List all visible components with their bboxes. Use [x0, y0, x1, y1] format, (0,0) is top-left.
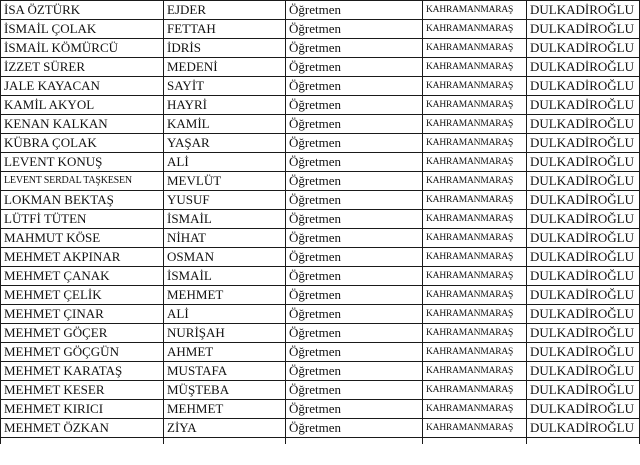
name-cell: İZZET SÜRER: [1, 58, 164, 77]
title-cell: Öğretmen: [286, 153, 423, 172]
province-cell: KAHRAMANMARAŞ: [423, 191, 527, 210]
province-cell: KAHRAMANMARAŞ: [423, 96, 527, 115]
title-cell: Öğretmen: [286, 58, 423, 77]
province-cell: KAHRAMANMARAŞ: [423, 267, 527, 286]
province-cell: KAHRAMANMARAŞ: [423, 381, 527, 400]
table-row: [1, 39, 640, 58]
father-name-cell: NURİŞAH: [164, 324, 286, 343]
father-name-cell: FETTAH: [164, 20, 286, 39]
title-cell: Öğretmen: [286, 267, 423, 286]
district-cell: DULKADİROĞLU: [527, 134, 640, 153]
empty-cell: [164, 438, 286, 445]
title-cell: Öğretmen: [286, 96, 423, 115]
father-name-cell: İSMAİL: [164, 210, 286, 229]
father-name-cell: ALİ: [164, 305, 286, 324]
title-cell: Öğretmen: [286, 77, 423, 96]
title-cell: Öğretmen: [286, 343, 423, 362]
district-cell: DULKADİROĞLU: [527, 210, 640, 229]
table-row: [1, 77, 640, 96]
province-cell: KAHRAMANMARAŞ: [423, 305, 527, 324]
father-name-cell: MEVLÜT: [164, 172, 286, 191]
table-row: [1, 229, 640, 248]
name-cell: MEHMET GÖÇER: [1, 324, 164, 343]
table-row: [1, 400, 640, 419]
father-name-cell: SAYİT: [164, 77, 286, 96]
name-cell: MEHMET KIRICI: [1, 400, 164, 419]
father-name-cell: HAYRİ: [164, 96, 286, 115]
name-cell: İSA ÖZTÜRK: [1, 1, 164, 20]
district-cell: DULKADİROĞLU: [527, 58, 640, 77]
table-row: [1, 96, 640, 115]
name-cell: MEHMET GÖÇGÜN: [1, 343, 164, 362]
father-name-cell: MEHMET: [164, 400, 286, 419]
father-name-cell: KAMİL: [164, 115, 286, 134]
name-cell: MEHMET ÇANAK: [1, 267, 164, 286]
table-row: [1, 210, 640, 229]
title-cell: Öğretmen: [286, 419, 423, 438]
province-cell: KAHRAMANMARAŞ: [423, 134, 527, 153]
empty-cell: [1, 438, 164, 445]
province-cell: KAHRAMANMARAŞ: [423, 400, 527, 419]
father-name-cell: ZİYA: [164, 419, 286, 438]
table-row: [1, 381, 640, 400]
father-name-cell: YAŞAR: [164, 134, 286, 153]
province-cell: KAHRAMANMARAŞ: [423, 58, 527, 77]
table-row: [1, 267, 640, 286]
district-cell: DULKADİROĞLU: [527, 1, 640, 20]
title-cell: Öğretmen: [286, 305, 423, 324]
father-name-cell: ALİ: [164, 153, 286, 172]
table-row: [1, 419, 640, 438]
name-cell: LEVENT KONUŞ: [1, 153, 164, 172]
empty-cell: [527, 438, 640, 445]
province-cell: KAHRAMANMARAŞ: [423, 248, 527, 267]
district-cell: DULKADİROĞLU: [527, 248, 640, 267]
name-cell: MAHMUT KÖSE: [1, 229, 164, 248]
title-cell: Öğretmen: [286, 1, 423, 20]
roster-body: [1, 1, 640, 445]
table-row: [1, 343, 640, 362]
district-cell: DULKADİROĞLU: [527, 77, 640, 96]
title-cell: Öğretmen: [286, 286, 423, 305]
table-row: [1, 305, 640, 324]
district-cell: DULKADİROĞLU: [527, 324, 640, 343]
table-row: [1, 115, 640, 134]
name-cell: KAMİL AKYOL: [1, 96, 164, 115]
district-cell: DULKADİROĞLU: [527, 400, 640, 419]
district-cell: DULKADİROĞLU: [527, 191, 640, 210]
district-cell: DULKADİROĞLU: [527, 39, 640, 58]
name-cell: LEVENT SERDAL TAŞKESEN: [1, 172, 164, 191]
title-cell: Öğretmen: [286, 134, 423, 153]
province-cell: KAHRAMANMARAŞ: [423, 77, 527, 96]
district-cell: DULKADİROĞLU: [527, 115, 640, 134]
father-name-cell: İDRİS: [164, 39, 286, 58]
name-cell: MEHMET ÇELİK: [1, 286, 164, 305]
name-cell: İSMAİL KÖMÜRCÜ: [1, 39, 164, 58]
name-cell: LOKMAN BEKTAŞ: [1, 191, 164, 210]
title-cell: Öğretmen: [286, 191, 423, 210]
table-row: [1, 134, 640, 153]
table-row: [1, 191, 640, 210]
title-cell: Öğretmen: [286, 400, 423, 419]
father-name-cell: MEHMET: [164, 286, 286, 305]
province-cell: KAHRAMANMARAŞ: [423, 39, 527, 58]
father-name-cell: MUSTAFA: [164, 362, 286, 381]
province-cell: KAHRAMANMARAŞ: [423, 324, 527, 343]
title-cell: Öğretmen: [286, 39, 423, 58]
title-cell: Öğretmen: [286, 362, 423, 381]
name-cell: JALE KAYACAN: [1, 77, 164, 96]
table-row: [1, 324, 640, 343]
title-cell: Öğretmen: [286, 210, 423, 229]
district-cell: DULKADİROĞLU: [527, 305, 640, 324]
father-name-cell: YUSUF: [164, 191, 286, 210]
district-cell: DULKADİROĞLU: [527, 229, 640, 248]
table-row: [1, 248, 640, 267]
district-cell: DULKADİROĞLU: [527, 419, 640, 438]
name-cell: İSMAİL ÇOLAK: [1, 20, 164, 39]
province-cell: KAHRAMANMARAŞ: [423, 229, 527, 248]
name-cell: MEHMET KARATAŞ: [1, 362, 164, 381]
title-cell: Öğretmen: [286, 229, 423, 248]
title-cell: Öğretmen: [286, 248, 423, 267]
province-cell: KAHRAMANMARAŞ: [423, 153, 527, 172]
father-name-cell: AHMET: [164, 343, 286, 362]
name-cell: LÜTFİ TÜTEN: [1, 210, 164, 229]
table-row: [1, 362, 640, 381]
empty-cell: [286, 438, 423, 445]
table-row: [1, 58, 640, 77]
father-name-cell: MÜŞTEBA: [164, 381, 286, 400]
province-cell: KAHRAMANMARAŞ: [423, 20, 527, 39]
province-cell: KAHRAMANMARAŞ: [423, 210, 527, 229]
province-cell: KAHRAMANMARAŞ: [423, 419, 527, 438]
title-cell: Öğretmen: [286, 115, 423, 134]
title-cell: Öğretmen: [286, 172, 423, 191]
name-cell: MEHMET ÖZKAN: [1, 419, 164, 438]
province-cell: KAHRAMANMARAŞ: [423, 343, 527, 362]
province-cell: KAHRAMANMARAŞ: [423, 172, 527, 191]
district-cell: DULKADİROĞLU: [527, 172, 640, 191]
name-cell: MEHMET ÇINAR: [1, 305, 164, 324]
table-row: [1, 1, 640, 20]
district-cell: DULKADİROĞLU: [527, 343, 640, 362]
table-row: [1, 20, 640, 39]
father-name-cell: OSMAN: [164, 248, 286, 267]
father-name-cell: İSMAİL: [164, 267, 286, 286]
table-row: [1, 153, 640, 172]
name-cell: KENAN KALKAN: [1, 115, 164, 134]
district-cell: DULKADİROĞLU: [527, 20, 640, 39]
district-cell: DULKADİROĞLU: [527, 96, 640, 115]
province-cell: KAHRAMANMARAŞ: [423, 362, 527, 381]
name-cell: MEHMET KESER: [1, 381, 164, 400]
title-cell: Öğretmen: [286, 20, 423, 39]
province-cell: KAHRAMANMARAŞ: [423, 115, 527, 134]
name-cell: KÜBRA ÇOLAK: [1, 134, 164, 153]
district-cell: DULKADİROĞLU: [527, 286, 640, 305]
title-cell: Öğretmen: [286, 381, 423, 400]
table-row-cut-off: [1, 438, 640, 445]
district-cell: DULKADİROĞLU: [527, 267, 640, 286]
table-row: [1, 286, 640, 305]
empty-cell: [423, 438, 527, 445]
province-cell: KAHRAMANMARAŞ: [423, 1, 527, 20]
district-cell: DULKADİROĞLU: [527, 362, 640, 381]
province-cell: KAHRAMANMARAŞ: [423, 286, 527, 305]
table-row: [1, 172, 640, 191]
district-cell: DULKADİROĞLU: [527, 153, 640, 172]
name-cell: MEHMET AKPINAR: [1, 248, 164, 267]
father-name-cell: EJDER: [164, 1, 286, 20]
father-name-cell: MEDENİ: [164, 58, 286, 77]
father-name-cell: NİHAT: [164, 229, 286, 248]
district-cell: DULKADİROĞLU: [527, 381, 640, 400]
title-cell: Öğretmen: [286, 324, 423, 343]
